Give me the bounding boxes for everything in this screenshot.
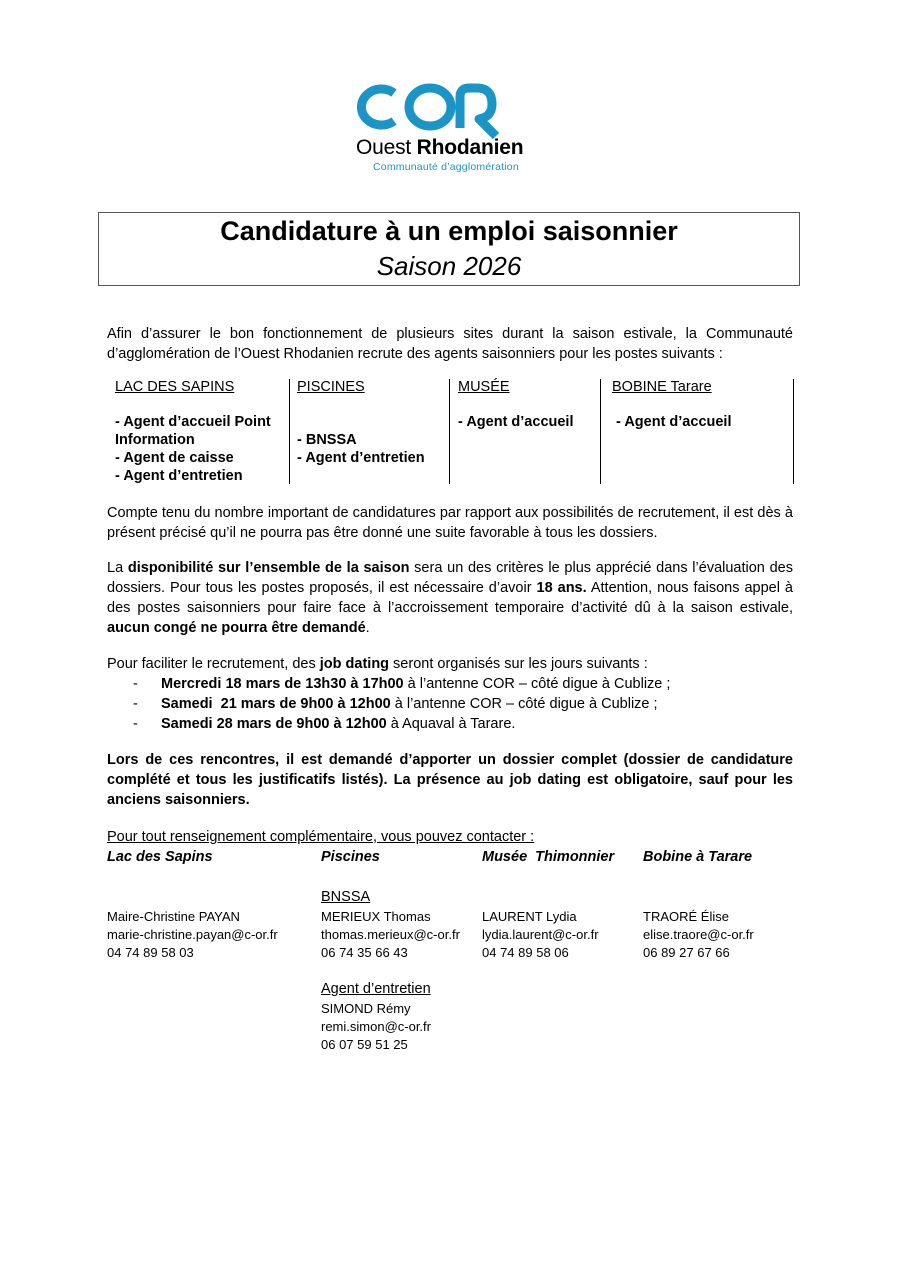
logo-letter-r xyxy=(460,88,496,136)
site-name: PISCINES xyxy=(297,379,365,395)
site-column-bobine xyxy=(612,378,788,484)
site-column-piscines xyxy=(297,378,447,484)
recruitment-paragraph: Compte tenu du nombre important de candidatures par rapport aux possibilités de recrutement, il est dès à présent précisé qu’il ne pourra pas être donné une suite favorable à tous les dossiers. xyxy=(107,505,793,541)
post-item: - Agent de caisse xyxy=(115,450,234,466)
contact-role-entretien: Agent d’entretien xyxy=(321,981,431,997)
contact-phone: 06 74 35 66 43 xyxy=(321,945,408,960)
site-name: MUSÉE xyxy=(458,379,510,395)
availability-paragraph: La disponibilité sur l’ensemble de la saison sera un des critères le plus apprécié dans l’évaluation des dossiers. Pour tous les postes proposés, il est nécessaire d’avoir 18 ans. Attention, nous faisons appel à des postes saisonniers pour faire face à l’accroissement temporaire d’activité dû à la saison estivale, aucun congé ne pourra être demandé. xyxy=(107,560,793,636)
contact-card-lac xyxy=(107,908,278,962)
contact-email[interactable]: lydia.laurent@c-or.fr xyxy=(482,927,599,942)
contact-role-bnssa: BNSSA xyxy=(321,889,371,905)
contact-phone: 06 89 27 67 66 xyxy=(643,945,730,960)
site-name: LAC DES SAPINS xyxy=(115,379,235,395)
contact-phone: 04 74 89 58 06 xyxy=(482,945,569,960)
dossier-note: Lors de ces rencontres, il est demandé d’apporter un dossier complet (dossier de candidature complété et tous les justificatifs listés). La présence au job dating est obligatoire, sauf pour les anciens saisonniers. xyxy=(107,752,793,808)
post-item: - BNSSA xyxy=(297,432,357,448)
contact-site-heading: Piscines xyxy=(321,849,380,865)
contact-site-heading: Lac des Sapins xyxy=(107,849,213,865)
contact-name: MERIEUX Thomas xyxy=(321,909,431,924)
logo-word-rhodanien: Rhodanien xyxy=(416,136,524,159)
contact-site-heading: Bobine à Tarare xyxy=(643,849,753,865)
logo-subtitle: Communauté d’agglomération xyxy=(373,161,519,173)
column-divider xyxy=(449,379,450,484)
contact-name: TRAORÉ Élise xyxy=(643,909,729,924)
column-divider xyxy=(600,379,601,484)
contact-email[interactable]: thomas.merieux@c-or.fr xyxy=(321,927,460,942)
contact-email[interactable]: marie-christine.payan@c-or.fr xyxy=(107,927,278,942)
contact-email[interactable]: remi.simon@c-or.fr xyxy=(321,1019,431,1034)
logo-wordmark xyxy=(356,136,523,160)
post-item: - Agent d’accueil xyxy=(616,414,732,430)
intro-paragraph: Afin d’assurer le bon fonctionnement de plusieurs sites durant la saison estivale, la Communauté d’agglomération de l’Ouest Rhodanien recrute des agents saisonniers pour les postes suivants : xyxy=(107,326,793,362)
site-column-musee xyxy=(458,378,598,484)
season-subtitle: Saison 2026 xyxy=(376,251,522,281)
site-name: BOBINE Tarare xyxy=(612,379,712,395)
jobdating-intro: Pour faciliter le recrutement, des job dating seront organisés sur les jours suivants : xyxy=(107,656,648,672)
logo-letter-c xyxy=(361,89,394,125)
contact-name: Maire-Christine PAYAN xyxy=(107,909,240,924)
post-item: - Agent d’entretien xyxy=(115,468,243,484)
contact-email[interactable]: elise.traore@c-or.fr xyxy=(643,927,754,942)
contact-site-heading: Musée Thimonnier xyxy=(482,849,615,865)
column-divider xyxy=(289,379,290,484)
contact-card-musee xyxy=(482,908,599,962)
contact-phone: 04 74 89 58 03 xyxy=(107,945,194,960)
contact-card-bobine xyxy=(643,908,754,962)
logo-letter-o xyxy=(409,88,451,126)
post-item: - Agent d’entretien xyxy=(297,450,425,466)
post-item: - Agent d’accueil Point Information xyxy=(115,414,271,448)
contact-card-piscines-bnssa xyxy=(321,908,460,962)
column-divider xyxy=(793,379,794,484)
logo-word-ouest: Ouest xyxy=(356,136,412,159)
contact-phone: 06 07 59 51 25 xyxy=(321,1037,408,1052)
contacts-intro: Pour tout renseignement complémentaire, vous pouvez contacter : xyxy=(107,829,535,845)
page-title: Candidature à un emploi saisonnier xyxy=(220,216,678,246)
post-item: - Agent d’accueil xyxy=(458,414,574,430)
title-box xyxy=(98,212,800,286)
contact-name: LAURENT Lydia xyxy=(482,909,577,924)
site-column-lac xyxy=(115,378,287,484)
contact-name: SIMOND Rémy xyxy=(321,1001,411,1016)
contact-card-piscines-entretien xyxy=(321,1000,431,1054)
